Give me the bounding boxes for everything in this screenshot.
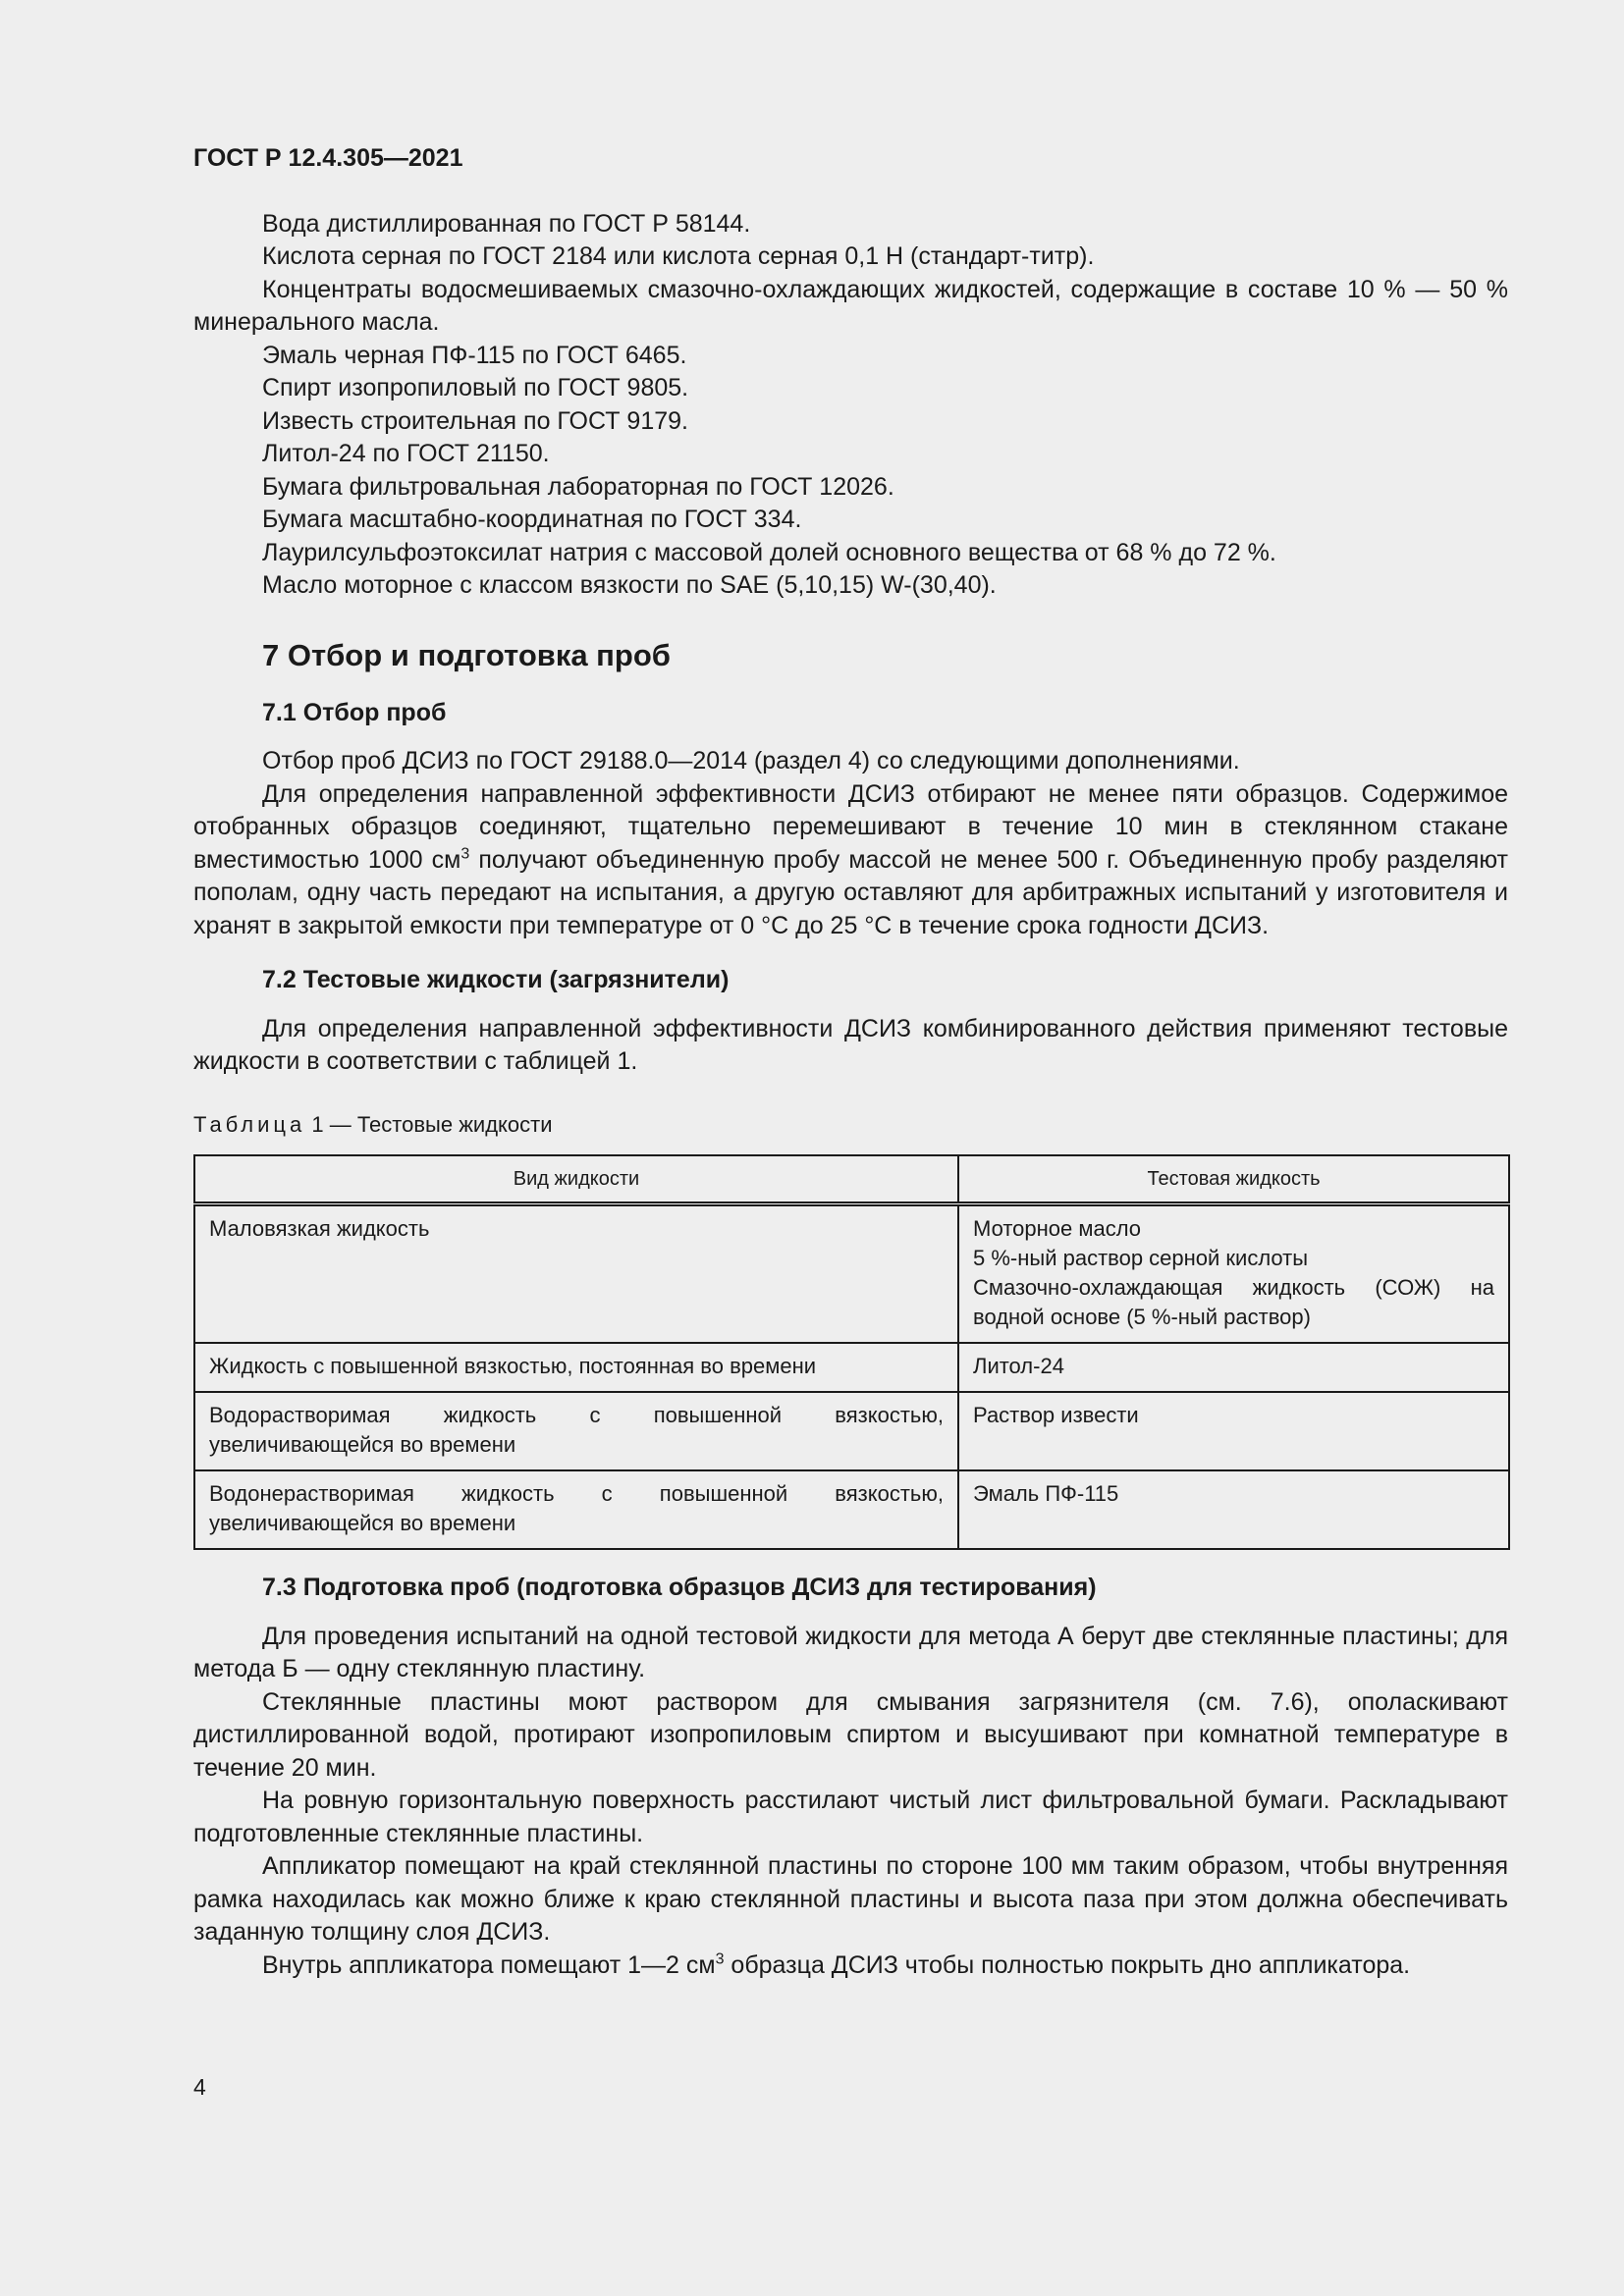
table-caption-text: 1 — Тестовые жидкости — [305, 1111, 553, 1137]
material-item: Концентраты водосмешиваемых смазочно-охлаждающих жидкостей, содержащие в составе 10 % — 50 % минерального масла. — [193, 275, 1508, 336]
section-7-2-paragraph: Для определения направленной эффективности ДСИЗ комбинированного действия применяют тестовые жидкости в соответствии с таблицей 1. — [193, 1014, 1508, 1075]
table-row — [194, 1204, 1509, 1344]
table-row — [194, 1470, 1509, 1549]
section-7-3-paragraph: На ровную горизонтальную поверхность расстилают чистый лист фильтровальной бумаги. Раскладывают подготовленные стеклянные пластины. — [193, 1787, 1508, 1847]
table-cell-liquid — [958, 1470, 1509, 1549]
liquid-line: Моторное масло — [973, 1216, 1142, 1241]
table-header-row — [194, 1155, 1509, 1204]
superscript: 3 — [460, 845, 470, 863]
section-7-2-title: 7.2 Тестовые жидкости (загрязнители) — [262, 966, 730, 993]
table-row — [194, 1392, 1509, 1470]
table-cell-kind: Водонерастворимая жидкость с повышенной вязкостью, увеличивающейся во времени — [194, 1470, 958, 1549]
table-caption — [193, 1108, 1508, 1142]
material-item: Бумага фильтровальная лабораторная по ГОСТ 12026. — [262, 472, 894, 501]
section-7-1-paragraph-2 — [193, 778, 1508, 943]
material-item: Эмаль черная ПФ-115 по ГОСТ 6465. — [262, 341, 687, 369]
liquid-line: Эмаль ПФ-115 — [973, 1481, 1119, 1506]
section-7-3-paragraph: Стеклянные пластины моют раствором для смывания загрязнителя (см. 7.6), ополаскивают дистиллированной водой, протирают изопропиловым спиртом и высушивают при комнатной температуре в течение 20 мин. — [193, 1687, 1508, 1782]
table-cell-liquid — [958, 1204, 1509, 1344]
liquid-line: Раствор извести — [973, 1403, 1139, 1427]
materials-list — [193, 208, 1508, 603]
material-item: Спирт изопропиловый по ГОСТ 9805. — [262, 374, 689, 401]
material-item: Известь строительная по ГОСТ 9179. — [262, 406, 688, 435]
text-run: Внутрь аппликатора помещают 1—2 см — [262, 1950, 716, 1979]
material-item: Вода дистиллированная по ГОСТ Р 58144. — [262, 209, 751, 238]
table-cell-liquid — [958, 1392, 1509, 1470]
section-7-3-paragraph: Аппликатор помещают на край стеклянной пластины по стороне 100 мм таким образом, чтобы внутренняя рамка находилась как можно ближе к краю стеклянной пластины и высота паза при этом должна обеспечивать заданную толщину слоя ДСИЗ. — [193, 1852, 1508, 1946]
liquid-line: Литол-24 — [973, 1354, 1064, 1378]
page-number: 4 — [193, 2074, 206, 2100]
table-row — [194, 1343, 1509, 1392]
material-item: Кислота серная по ГОСТ 2184 или кислота серная 0,1 Н (стандарт-титр). — [262, 242, 1095, 270]
section-7-title: 7 Отбор и подготовка проб — [262, 637, 671, 672]
superscript: 3 — [715, 1950, 725, 1968]
test-liquids-table — [193, 1154, 1510, 1550]
section-7-3-paragraph: Для проведения испытаний на одной тестовой жидкости для метода А берут две стеклянные пластины; для метода Б — одну стеклянную пластину. — [193, 1622, 1508, 1682]
material-item: Масло моторное с классом вязкости по SAE (5,10,15) W-(30,40). — [262, 571, 997, 599]
liquid-line: Смазочно-охлаждающая жидкость (СОЖ) на водной основе (5 %-ный раствор) — [973, 1275, 1494, 1329]
table-cell-kind: Водорастворимая жидкость с повышенной вязкостью, увеличивающейся во времени — [194, 1392, 958, 1470]
text-run: получают объединенную пробу массой не менее 500 г. Объединенную пробу разделяют пополам, одну часть передают на испытания, а другую оставляют для арбитражных испытаний у изготовителя и хранят в закрытой емкости при температуре от 0 °С до 25 °С в течение срока годности ДСИЗ. — [193, 845, 1508, 939]
text-run: образца ДСИЗ чтобы полностью покрыть дно аппликатора. — [724, 1950, 1411, 1979]
table-caption-prefix: Таблица — [193, 1111, 306, 1137]
document-page — [193, 142, 1508, 1982]
section-7-1-title: 7.1 Отбор проб — [262, 698, 447, 726]
document-header: ГОСТ Р 12.4.305—2021 — [193, 144, 463, 172]
section-7-3-paragraph — [193, 1949, 1508, 1983]
table-cell-kind: Жидкость с повышенной вязкостью, постоянная во времени — [194, 1343, 958, 1392]
material-item: Лаурилсульфоэтоксилат натрия с массовой долей основного вещества от 68 % до 72 %. — [262, 538, 1276, 566]
material-item: Бумага масштабно-координатная по ГОСТ 334. — [262, 506, 802, 533]
material-item: Литол-24 по ГОСТ 21150. — [262, 440, 550, 467]
liquid-line: 5 %-ный раствор серной кислоты — [973, 1246, 1309, 1270]
text-run: Для определения направленной эффективности ДСИЗ отбирают не менее пяти образцов. Содержимое отобранных образцов соединяют, тщательно перемешивают в течение 10 мин в стеклянном стакане вместимостью 1000 см — [193, 779, 1508, 874]
section-7-3-title: 7.3 Подготовка проб (подготовка образцов ДСИЗ для тестирования) — [262, 1574, 1097, 1601]
section-7-1-paragraph: Отбор проб ДСИЗ по ГОСТ 29188.0—2014 (раздел 4) со следующими дополнениями. — [262, 747, 1240, 774]
table-cell-liquid — [958, 1343, 1509, 1392]
table-cell-kind: Маловязкая жидкость — [194, 1204, 958, 1344]
table-header-kind: Вид жидкости — [194, 1155, 958, 1204]
table-header-liquid: Тестовая жидкость — [958, 1155, 1509, 1204]
